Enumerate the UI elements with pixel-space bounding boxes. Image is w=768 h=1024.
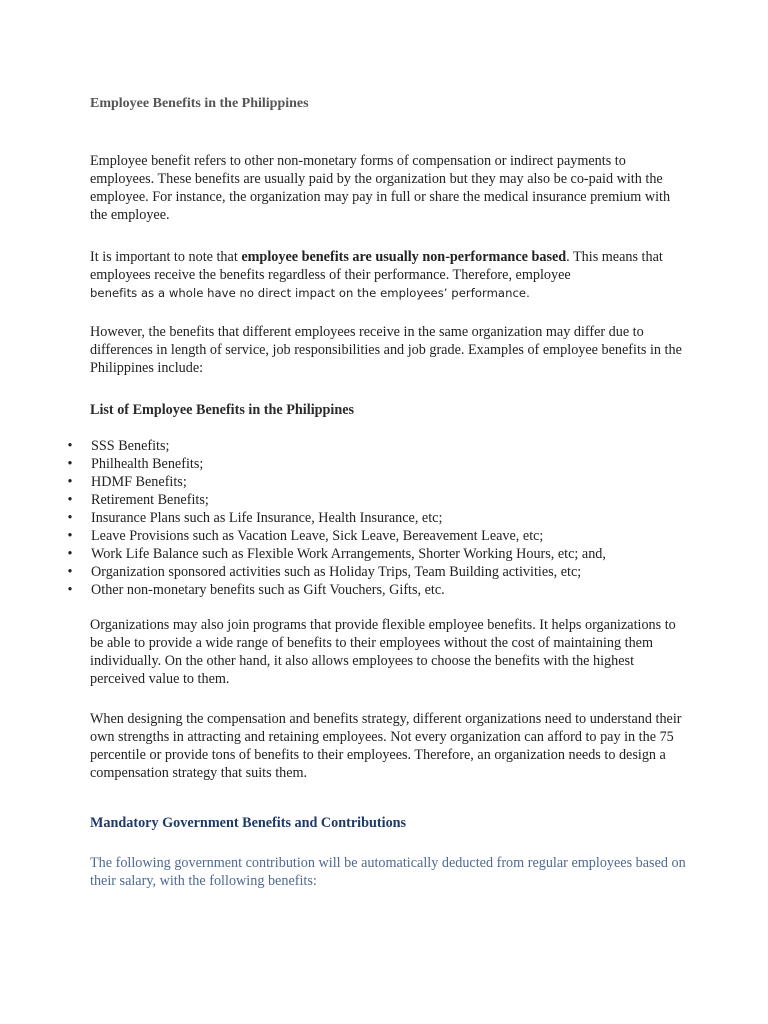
list-heading: List of Employee Benefits in the Philippines bbox=[90, 402, 355, 418]
bullet-icon: • bbox=[67, 564, 73, 580]
document-title: Employee Benefits in the Philippines bbox=[90, 96, 309, 111]
list-item-text: SSS Benefits; bbox=[91, 438, 170, 454]
mandatory-benefits-heading: Mandatory Government Benefits and Contributions bbox=[90, 815, 407, 831]
list-item-text: Organization sponsored activities such as Holiday Trips, Team Building activities, etc; bbox=[91, 564, 582, 580]
list-item-text: Retirement Benefits; bbox=[91, 492, 209, 508]
bullet-icon: • bbox=[67, 546, 73, 562]
list-item bbox=[65, 527, 606, 545]
bullet-icon: • bbox=[67, 582, 73, 598]
paragraph-non-performance-bold: employee benefits are usually non-performance based bbox=[241, 249, 567, 265]
paragraph-non-performance bbox=[90, 248, 690, 302]
list-item-text: Leave Provisions such as Vacation Leave, Sick Leave, Bereavement Leave, etc; bbox=[91, 528, 544, 544]
list-item bbox=[65, 545, 606, 563]
list-item bbox=[65, 581, 606, 599]
list-item bbox=[65, 509, 606, 527]
list-item-text: HDMF Benefits; bbox=[91, 474, 187, 490]
benefits-list bbox=[65, 437, 606, 599]
list-item bbox=[65, 437, 606, 455]
list-item bbox=[65, 473, 606, 491]
list-item bbox=[65, 563, 606, 581]
paragraph-government-contribution: The following government contribution will be automatically deducted from regular employees based on their salary, with the following benefits: bbox=[90, 855, 686, 889]
list-item-text: Philhealth Benefits; bbox=[91, 456, 204, 472]
bullet-icon: • bbox=[67, 438, 73, 454]
paragraph-compensation-strategy: When designing the compensation and benefits strategy, different organizations need to understand their own strengths in attracting and retaining employees. Not every organization can afford to pay in the 75 percentile or provide tons of benefits to their employees. Therefore, an organization needs to design a compensation strategy that suits them. bbox=[90, 711, 682, 781]
bullet-icon: • bbox=[67, 492, 73, 508]
list-item bbox=[65, 491, 606, 509]
list-item-text: Insurance Plans such as Life Insurance, Health Insurance, etc; bbox=[91, 510, 443, 526]
paragraph-differences: However, the benefits that different employees receive in the same organization may differ due to differences in length of service, job responsibilities and job grade. Examples of employee benefits in the Philippines include: bbox=[90, 324, 682, 376]
paragraph-flexible-programs: Organizations may also join programs that provide flexible employee benefits. It helps organizations to be able to provide a wide range of benefits to their employees without the cost of maintaining them individually. On the other hand, it also allows employees to choose the benefits with the highest perceived value to them. bbox=[90, 617, 676, 687]
list-item bbox=[65, 455, 606, 473]
list-item-text: Other non-monetary benefits such as Gift Vouchers, Gifts, etc. bbox=[91, 582, 445, 598]
paragraph-non-performance-ending: benefits as a whole have no direct impact on the employees’ performance. bbox=[90, 286, 530, 300]
paragraph-non-performance-continued: . This means that employees receive the benefits regardless of their performance. Therefore, employee bbox=[90, 249, 663, 283]
list-item-text: Work Life Balance such as Flexible Work Arrangements, Shorter Working Hours, etc; and, bbox=[91, 546, 606, 562]
bullet-icon: • bbox=[67, 510, 73, 526]
bullet-icon: • bbox=[67, 456, 73, 472]
paragraph-definition: Employee benefit refers to other non-monetary forms of compensation or indirect payments to employees. These benefits are usually paid by the organization but they may also be co-paid with the employee. For instance, the organization may pay in full or share the medical insurance premium with the employee. bbox=[90, 153, 671, 223]
bullet-icon: • bbox=[67, 528, 73, 544]
bullet-icon: • bbox=[67, 474, 73, 490]
paragraph-non-performance-intro: It is important to note that bbox=[90, 249, 242, 265]
